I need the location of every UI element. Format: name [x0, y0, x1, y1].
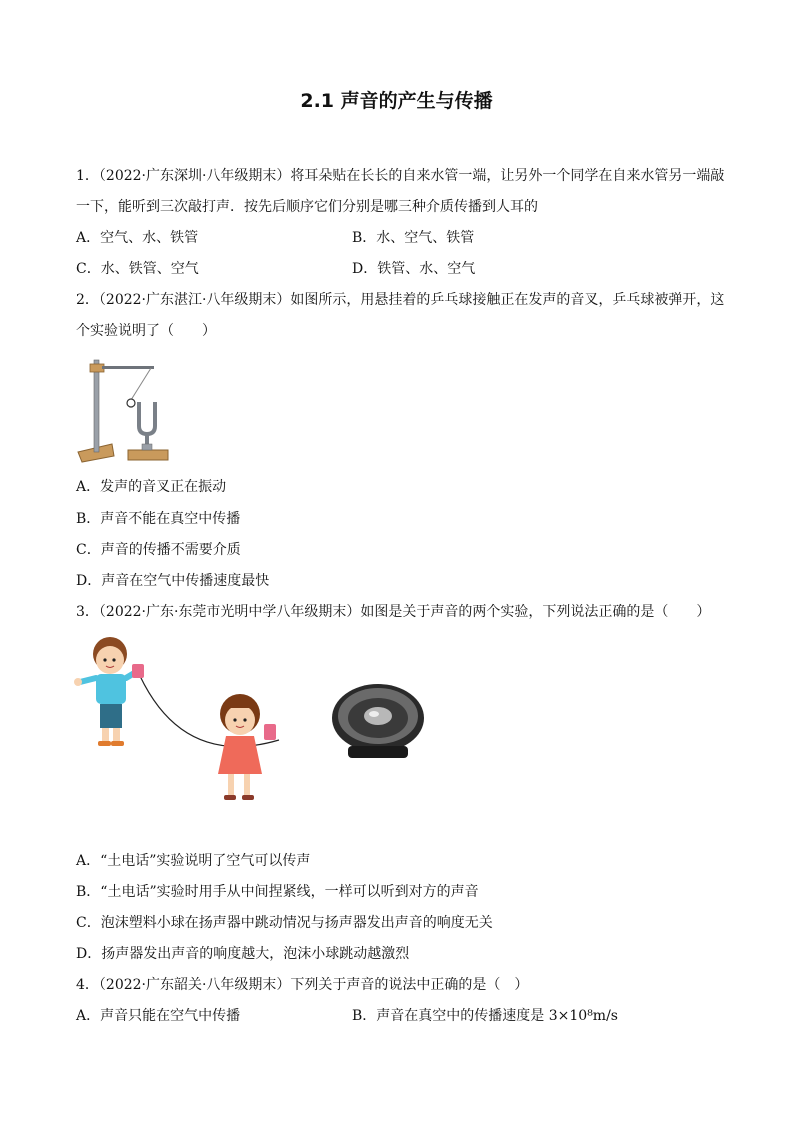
question-2-option-b: B．声音不能在真空中传播: [76, 511, 241, 527]
loudspeaker-figure: [330, 680, 426, 762]
page-title: 2.1 声音的产生与传播: [300, 90, 493, 112]
question-2-option-c: C．声音的传播不需要介质: [76, 542, 241, 558]
question-3-stem-line-1: 3．（2022·广东·东莞市光明中学八年级期末）如图是关于声音的两个实验，下列说法正确的是（ ）: [76, 604, 711, 620]
question-2-stem-line-1: 2．（2022·广东湛江·八年级期末）如图所示，用悬挂着的乒乓球接触正在发声的音叉，乒乓球被弹开，这: [76, 292, 725, 308]
question-3-option-c: C．泡沫塑料小球在扬声器中跳动情况与扬声器发出声音的响度无关: [76, 915, 493, 931]
question-1-option-a: A．空气、水、铁管: [76, 230, 199, 246]
question-2-stem-line-2: 个实验说明了（ ）: [76, 323, 216, 339]
question-3-option-b: B．“土电话”实验时用手从中间捏紧线，一样可以听到对方的声音: [76, 884, 479, 900]
question-4-option-a: A．声音只能在空气中传播: [76, 1008, 241, 1024]
question-1-option-c: C．水、铁管、空气: [76, 261, 199, 277]
question-1-stem-line-2: 一下，能听到三次敲打声．按先后顺序它们分别是哪三种介质传播到人耳的: [76, 199, 538, 215]
question-1-stem-line-1: 1．（2022·广东深圳·八年级期末）将耳朵贴在长长的自来水管一端，让另外一个同学在自来水管另一端敲: [76, 168, 725, 184]
question-4-stem-line-1: 4．（2022·广东韶关·八年级期末）下列关于声音的说法中正确的是（ ）: [76, 977, 529, 993]
question-2-option-d: D．声音在空气中传播速度最快: [76, 573, 270, 589]
question-3-option-d: D．扬声器发出声音的响度越大，泡沫小球跳动越激烈: [76, 946, 410, 962]
question-1-option-d: D．铁管、水、空气: [352, 261, 476, 277]
question-1-option-b: B．水、空气、铁管: [352, 230, 475, 246]
tuning-fork-figure: [76, 352, 171, 464]
tin-can-telephone-figure: [74, 628, 289, 813]
question-2-option-a: A．发声的音叉正在振动: [76, 479, 227, 495]
question-4-option-b: B．声音在真空中的传播速度是 3×10⁸m/s: [352, 1008, 618, 1024]
question-3-option-a: A．“土电话”实验说明了空气可以传声: [76, 853, 311, 869]
